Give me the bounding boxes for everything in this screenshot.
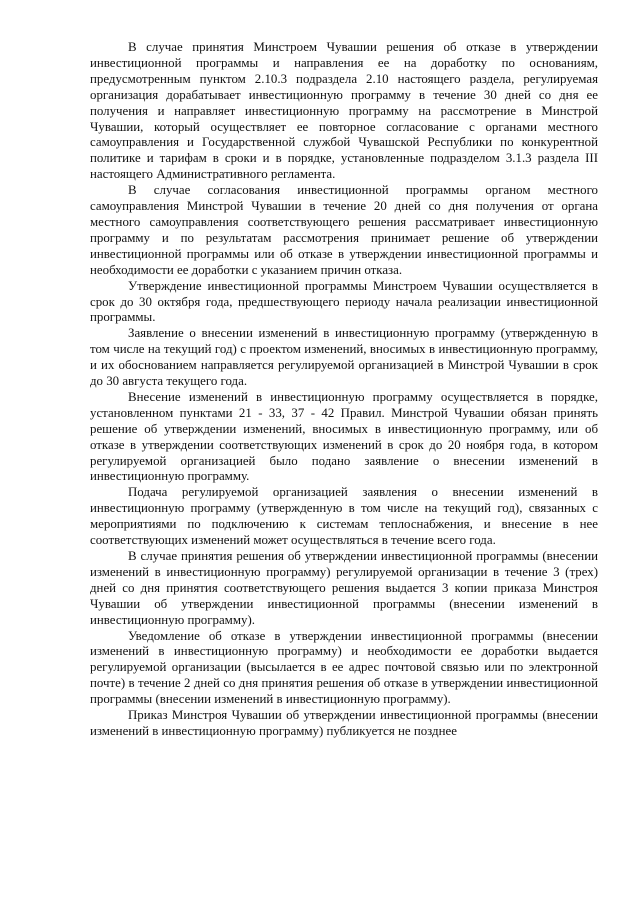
paragraph-amendment-application: Заявление о внесении изменений в инвестиционную программу (утвержденную в том числе на текущий год) с проектом изменений, вносимых в инвестиционную программу, и их обоснованием направляется регулируемой организацией в Минстрой Чувашии в срок до 30 августа текущего года. <box>90 326 598 389</box>
paragraph-refusal-notice: Уведомление об отказе в утверждении инвестиционной программы (внесении изменений в инвестиционную программу) и необходимости ее доработки выдается регулируемой организации (высылается в ее адрес почтовой связью или по электронной почте) в течение 2 дней со дня принятия решения об отказе в утверждении инвестиционной программы (внесении изменений в инвестиционную программу). <box>90 628 598 707</box>
paragraph-amendment-procedure: Внесение изменений в инвестиционную программу осуществляется в порядке, установленном пунктами 21 - 33, 37 - 42 Правил. Минстрой Чувашии обязан принять решение об утверждении изменений, вносимых в инвестиционную программу, или об отказе в утверждении соответствующих изменений в срок до 20 ноября года, в котором регулируемой организацией было подано заявление о внесении изменений в инвестиционную программу. <box>90 389 598 484</box>
paragraph-heat-connection-amendments: Подача регулируемой организацией заявления о внесении изменений в инвестиционную программу (утвержденную в том числе на текущий год), связанных с мероприятиями по подключению к системам теплоснабжения, и внесение в нее соответствующих изменений может осуществляться в течение всего года. <box>90 485 598 548</box>
paragraph-approval-deadline: Утверждение инвестиционной программы Минстроем Чувашии осуществляется в срок до 30 октября года, предшествующего периоду начала реализации инвестиционной программы. <box>90 278 598 325</box>
paragraph-order-publication: Приказ Минстроя Чувашии об утверждении инвестиционной программы (внесении изменений в инвестиционную программу) публикуется не позднее <box>90 708 598 738</box>
paragraph-order-copies: В случае принятия решения об утверждении инвестиционной программы (внесении изменений в инвестиционную программу) регулируемой организации в течение 3 (трех) дней со дня принятия соответствующего решения выдается 3 копии приказа Минстроя Чувашии об утверждении инвестиционной программы (внесении изменений в инвестиционную программу). <box>90 549 598 627</box>
document-page <box>90 40 598 740</box>
paragraph-municipal-approval: В случае согласования инвестиционной программы органом местного самоуправления Минстрой Чувашии в течение 20 дней со дня получения от органа местного самоуправления соответствующего решения рассматривает инвестиционную программу и по результатам рассмотрения принимает решение об утверждении инвестиционной программы или об отказе в утверждении инвестиционной программы и необходимости ее доработки с указанием причин отказа. <box>90 183 598 277</box>
paragraph-rework-after-refusal: В случае принятия Минстроем Чувашии решения об отказе в утверждении инвестиционной программы и направления ее на доработку по основаниям, предусмотренным пунктом 2.10.3 подраздела 2.10 настоящего раздела, регулируемая организация дорабатывает инвестиционную программу в течение 30 дней со дня ее получения и направляет инвестиционную программу на рассмотрение в Минстрой Чувашии, который осуществляет ее повторное согласование с органами местного самоуправления и Государственной службой Чувашской Республики по конкурентной политике и тарифам в сроки и в порядке, установленные подразделом 3.1.3 раздела III настоящего Административного регламента. <box>90 40 598 182</box>
